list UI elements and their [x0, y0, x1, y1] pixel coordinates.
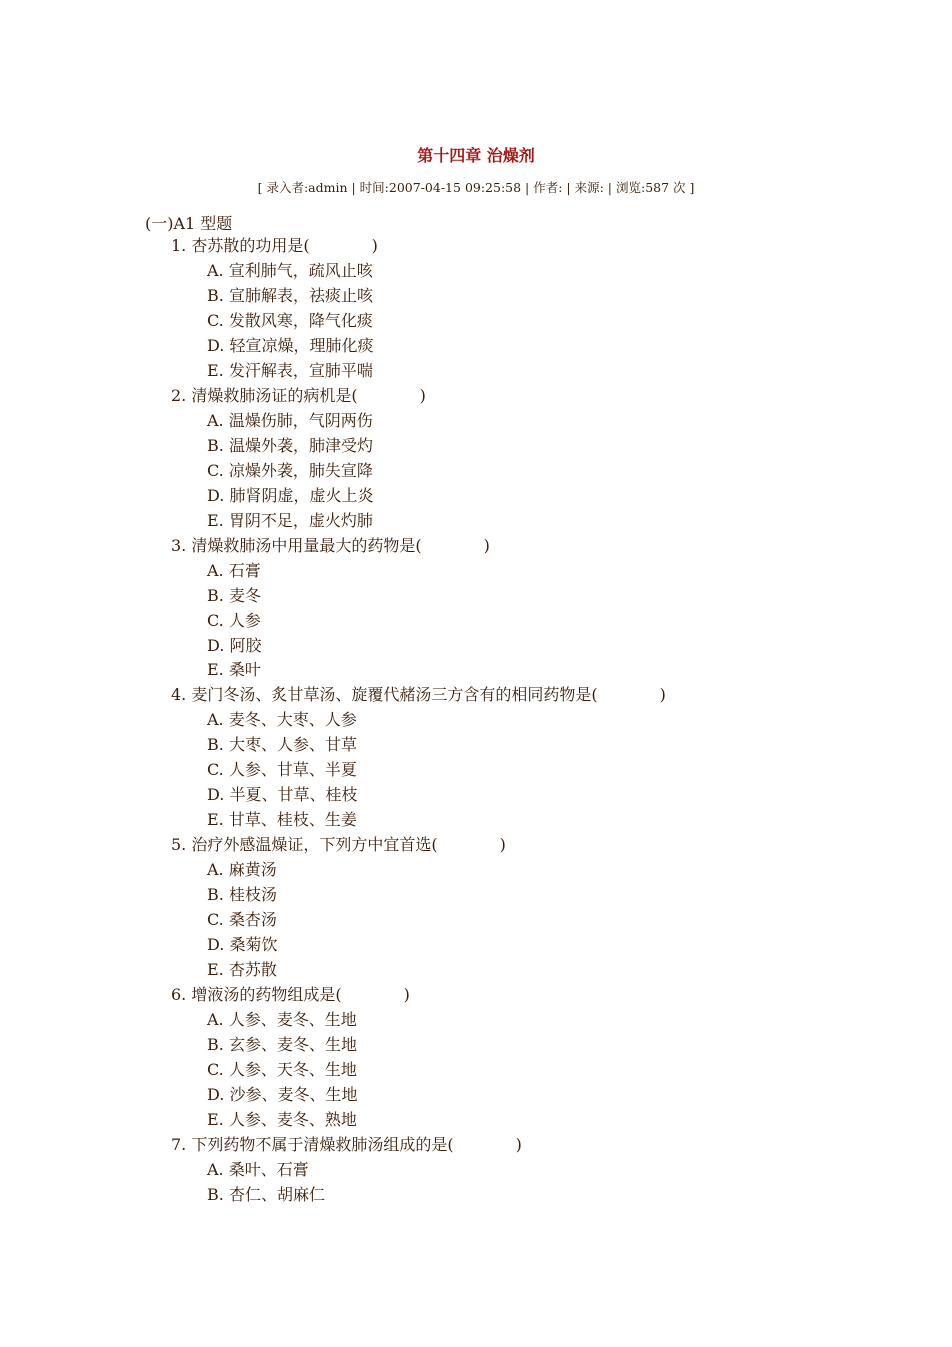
answer-option — [0, 783, 952, 808]
option-letter: A. — [207, 410, 224, 430]
option-letter: E. — [207, 660, 224, 680]
question-number: 6. — [171, 985, 187, 1005]
option-letter: B. — [207, 1184, 224, 1204]
question-number: 7. — [171, 1134, 187, 1154]
option-text: 麻黄汤 — [228, 860, 277, 880]
option-text: 肺肾阴虚，虚火上炎 — [229, 485, 374, 505]
option-text: 杏苏散 — [228, 960, 277, 980]
answer-option — [0, 284, 952, 309]
option-letter: D. — [207, 935, 225, 955]
option-letter: D. — [207, 1084, 225, 1104]
close-paren: ) — [483, 535, 490, 555]
question-stem — [0, 1133, 952, 1158]
close-paren: ) — [371, 236, 378, 255]
option-text: 桂枝汤 — [228, 885, 277, 905]
answer-option — [0, 658, 952, 683]
option-text: 桑菊饮 — [229, 935, 278, 955]
question-stem — [0, 983, 952, 1008]
option-letter: A. — [207, 860, 224, 880]
question-text: 治疗外感温燥证，下列方中宜首选( — [191, 835, 438, 855]
option-text: 凉燥外袭，肺失宣降 — [228, 460, 373, 480]
answer-option — [0, 334, 952, 359]
option-text: 人参、天冬、生地 — [228, 1059, 357, 1079]
question-stem — [0, 384, 952, 409]
answer-option — [0, 733, 952, 758]
option-letter: C. — [207, 910, 224, 930]
chapter-title: 第十四章 治燥剂 — [417, 146, 535, 165]
answer-option — [0, 883, 952, 908]
option-letter: B. — [207, 435, 224, 455]
option-text: 轻宣凉燥，理肺化痰 — [229, 335, 374, 355]
option-text: 宣利肺气，疏风止咳 — [228, 260, 373, 280]
answer-option — [0, 858, 952, 883]
option-text: 麦冬、大枣、人参 — [228, 710, 357, 730]
option-letter: D. — [207, 485, 225, 505]
question-number: 4. — [171, 685, 187, 705]
question-list — [0, 234, 952, 1208]
close-paren: ) — [419, 385, 426, 405]
option-letter: C. — [207, 610, 224, 630]
question-text: 下列药物不属于清燥救肺汤组成的是( — [191, 1134, 454, 1154]
answer-option — [0, 359, 952, 384]
option-letter: A. — [207, 1159, 224, 1179]
option-letter: A. — [207, 1010, 224, 1030]
answer-option — [0, 434, 952, 459]
answer-option — [0, 634, 952, 659]
question-text: 清燥救肺汤中用量最大的药物是( — [191, 535, 422, 555]
answer-option — [0, 559, 952, 584]
question-number: 1. — [171, 236, 187, 255]
option-letter: E. — [207, 810, 224, 830]
option-text: 阿胶 — [229, 635, 262, 655]
option-letter: C. — [207, 1059, 224, 1079]
option-text: 温燥外袭，肺津受灼 — [228, 435, 373, 455]
answer-option — [0, 1058, 952, 1083]
option-letter: E. — [207, 510, 224, 530]
option-letter: B. — [207, 1035, 224, 1054]
option-letter: B. — [207, 735, 224, 755]
answer-option — [0, 908, 952, 933]
answer-option — [0, 958, 952, 983]
option-text: 人参、麦冬、生地 — [228, 1010, 357, 1030]
question-number: 3. — [171, 535, 187, 555]
answer-option — [0, 808, 952, 833]
answer-option — [0, 1108, 952, 1133]
section-heading: (一)A1 型题 — [145, 214, 233, 233]
answer-option — [0, 509, 952, 534]
option-letter: A. — [207, 560, 224, 580]
option-letter: B. — [207, 585, 224, 605]
question-text: 清燥救肺汤证的病机是( — [191, 385, 358, 405]
answer-option — [0, 1083, 952, 1108]
answer-option — [0, 484, 952, 509]
option-text: 胃阴不足，虚火灼肺 — [228, 510, 373, 530]
option-text: 玄参、麦冬、生地 — [228, 1035, 357, 1054]
option-text: 桑杏汤 — [228, 910, 277, 930]
answer-option — [0, 459, 952, 484]
close-paren: ) — [515, 1134, 522, 1154]
answer-option — [0, 584, 952, 609]
close-paren: ) — [403, 985, 410, 1005]
answer-option — [0, 758, 952, 783]
close-paren: ) — [659, 685, 666, 705]
option-text: 宣肺解表，祛痰止咳 — [228, 285, 373, 305]
option-text: 发散风寒，降气化痰 — [228, 310, 373, 330]
option-text: 桑叶、石膏 — [228, 1159, 309, 1179]
answer-option — [0, 1158, 952, 1183]
option-letter: B. — [207, 885, 224, 905]
option-text: 沙参、麦冬、生地 — [229, 1084, 358, 1104]
question-number: 5. — [171, 835, 187, 855]
question-stem — [0, 683, 952, 708]
answer-option — [0, 1183, 952, 1208]
option-text: 发汗解表，宣肺平喘 — [228, 360, 373, 380]
answer-option — [0, 409, 952, 434]
answer-option — [0, 1033, 952, 1058]
option-letter: C. — [207, 760, 224, 780]
option-text: 人参、麦冬、熟地 — [228, 1109, 357, 1129]
option-text: 桑叶 — [228, 660, 261, 680]
question-text: 杏苏散的功用是( — [191, 236, 310, 255]
option-letter: B. — [207, 285, 224, 305]
option-letter: A. — [207, 260, 224, 280]
option-letter: D. — [207, 335, 225, 355]
option-text: 麦冬 — [228, 585, 261, 605]
answer-option — [0, 1008, 952, 1033]
option-text: 人参 — [228, 610, 261, 630]
option-text: 杏仁、胡麻仁 — [228, 1184, 325, 1204]
option-letter: D. — [207, 635, 225, 655]
option-letter: C. — [207, 460, 224, 480]
question-stem — [0, 833, 952, 858]
option-letter: A. — [207, 710, 224, 730]
article-meta: [ 录入者:admin | 时间:2007-04-15 09:25:58 | 作者: | 来源: | 浏览:587 次 ] — [257, 180, 695, 195]
answer-option — [0, 609, 952, 634]
question-text: 增液汤的药物组成是( — [191, 985, 342, 1005]
option-text: 石膏 — [228, 560, 261, 580]
answer-option — [0, 708, 952, 733]
answer-option — [0, 933, 952, 958]
option-text: 大枣、人参、甘草 — [228, 735, 357, 755]
option-letter: E. — [207, 960, 224, 980]
option-letter: E. — [207, 360, 224, 380]
option-text: 甘草、桂枝、生姜 — [228, 810, 357, 830]
question-stem — [0, 234, 952, 259]
option-text: 人参、甘草、半夏 — [228, 760, 357, 780]
question-stem — [0, 534, 952, 559]
option-letter: E. — [207, 1109, 224, 1129]
option-letter: D. — [207, 785, 225, 805]
close-paren: ) — [499, 835, 506, 855]
answer-option — [0, 309, 952, 334]
question-text: 麦门冬汤、炙甘草汤、旋覆代赭汤三方含有的相同药物是( — [191, 685, 598, 705]
question-number: 2. — [171, 385, 187, 405]
option-text: 温燥伤肺，气阴两伤 — [228, 410, 373, 430]
option-letter: C. — [207, 310, 224, 330]
option-text: 半夏、甘草、桂枝 — [229, 785, 358, 805]
answer-option — [0, 259, 952, 284]
